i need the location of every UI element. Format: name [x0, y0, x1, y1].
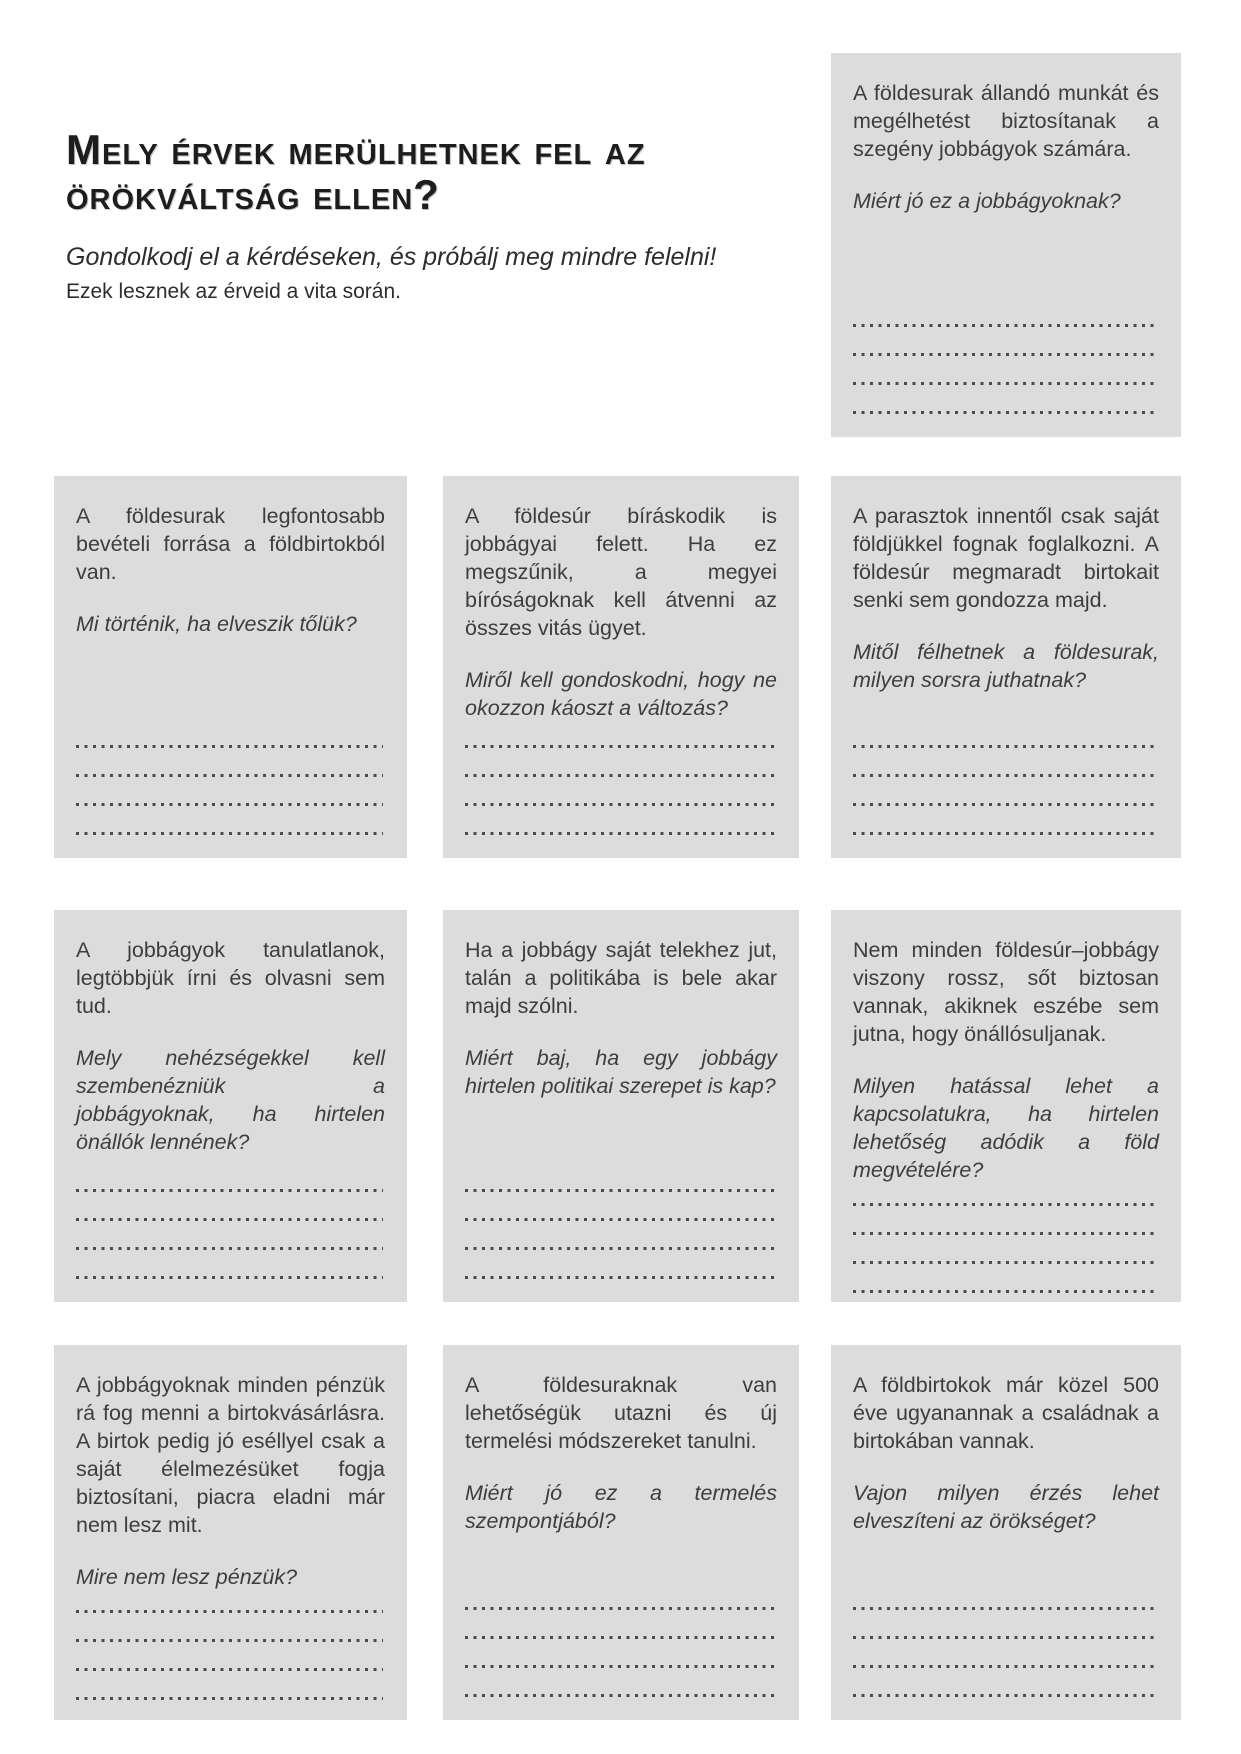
answer-line — [76, 813, 385, 842]
answer-line — [853, 334, 1159, 363]
answer-line — [853, 755, 1159, 784]
card-statement: A földesuraknak van lehetőségük utazni és új termelési módszereket tanulni. — [465, 1373, 777, 1453]
answer-line — [465, 813, 777, 842]
answer-line — [853, 1675, 1159, 1704]
card-question: Mely nehézségekkel kell szembenézniük a jobbágyoknak, ha hirtelen önállók lennének? — [76, 1046, 385, 1154]
answer-line — [465, 1170, 777, 1199]
answer-line — [465, 1675, 777, 1704]
answer-line — [853, 305, 1159, 334]
answer-line — [853, 392, 1159, 421]
answer-line — [465, 1588, 777, 1617]
answer-line — [76, 1678, 385, 1707]
answer-line — [853, 1184, 1159, 1213]
answer-line — [853, 1588, 1159, 1617]
argument-card-row2-col2 — [443, 910, 799, 1302]
page-title-line-2: örökváltság ellen? — [66, 170, 440, 218]
card-question: Mitől félhetnek a földesurak, milyen sorsra juthatnak? — [853, 640, 1159, 692]
answer-lines — [853, 305, 1159, 421]
answer-line — [76, 1199, 385, 1228]
answer-line — [76, 1228, 385, 1257]
card-statement: Ha a jobbágy saját telekhez jut, talán a politikába is bele akar majd szólni. — [465, 938, 777, 1018]
card-statement: A földesurak legfontosabb bevételi forrása a földbirtokból van. — [76, 504, 385, 584]
page-title — [66, 128, 776, 218]
answer-lines — [853, 1588, 1159, 1704]
answer-lines — [853, 1184, 1159, 1300]
answer-line — [853, 363, 1159, 392]
answer-lines — [465, 1588, 777, 1704]
card-statement: A földbirtokok már közel 500 éve ugyanannak a családnak a birtokában vannak. — [853, 1373, 1159, 1453]
card-statement: A jobbágyok tanulatlanok, legtöbbjük írni és olvasni sem tud. — [76, 938, 385, 1018]
card-question: Mi történik, ha elveszik tőlük? — [76, 612, 357, 636]
answer-lines — [76, 726, 385, 842]
answer-lines — [465, 1170, 777, 1286]
answer-line — [465, 755, 777, 784]
argument-card-row3-col3 — [831, 1345, 1181, 1720]
header — [66, 128, 776, 304]
answer-line — [465, 726, 777, 755]
card-question: Miről kell gondoskodni, hogy ne okozzon káoszt a változás? — [465, 668, 777, 720]
answer-line — [76, 1591, 385, 1620]
answer-line — [76, 1620, 385, 1649]
card-question: Vajon milyen érzés lehet elveszíteni az örökséget? — [853, 1481, 1159, 1533]
answer-line — [465, 1646, 777, 1675]
card-question: Milyen hatással lehet a kapcsolatukra, ha hirtelen lehetőség adódik a föld megvételére? — [853, 1074, 1159, 1182]
answer-line — [76, 1257, 385, 1286]
answer-line — [853, 1617, 1159, 1646]
instruction-note: Ezek lesznek az érveid a vita során. — [66, 279, 401, 303]
card-statement: A földesúr bíráskodik is jobbágyai felett. Ha ez megszűnik, a megyei bíróságoknak kell átvenni az összes vitás ügyet. — [465, 504, 777, 640]
answer-line — [465, 1257, 777, 1286]
card-question: Miért baj, ha egy jobbágy hirtelen politikai szerepet is kap? — [465, 1046, 777, 1098]
card-statement: Nem minden földesúr–jobbágy viszony rossz, sőt biztosan vannak, akiknek eszébe sem jutna, hogy önállósuljanak. — [853, 938, 1159, 1046]
page-title-line-1: Mely érvek merülhetnek fel az — [66, 126, 646, 173]
answer-line — [465, 1228, 777, 1257]
answer-line — [76, 1649, 385, 1678]
answer-line — [76, 1170, 385, 1199]
answer-line — [76, 755, 385, 784]
answer-line — [853, 1646, 1159, 1675]
card-question: Mire nem lesz pénzük? — [76, 1565, 298, 1589]
argument-card-row1-col1 — [54, 476, 407, 858]
card-statement: A parasztok innentől csak saját földjükkel fognak foglalkozni. A földesúr megmaradt birtokait senki sem gondozza majd. — [853, 504, 1159, 612]
argument-card-row2-col3 — [831, 910, 1181, 1302]
answer-line — [465, 1617, 777, 1646]
argument-card-intro — [831, 53, 1181, 437]
answer-line — [76, 784, 385, 813]
answer-line — [853, 1213, 1159, 1242]
argument-card-row1-col2 — [443, 476, 799, 858]
card-question: Miért jó ez a termelés szempontjából? — [465, 1481, 777, 1533]
answer-lines — [76, 1591, 385, 1707]
argument-card-row1-col3 — [831, 476, 1181, 858]
answer-line — [76, 726, 385, 755]
answer-lines — [465, 726, 777, 842]
answer-line — [853, 784, 1159, 813]
argument-card-row2-col1 — [54, 910, 407, 1302]
answer-line — [853, 1271, 1159, 1300]
card-statement: A földesurak állandó munkát és megélhetést biztosítanak a szegény jobbágyok számára. — [853, 81, 1159, 161]
card-question: Miért jó ez a jobbágyoknak? — [853, 189, 1121, 213]
answer-line — [465, 784, 777, 813]
argument-card-row3-col1 — [54, 1345, 407, 1720]
card-statement: A jobbágyoknak minden pénzük rá fog menni a birtokvásárlásra. A birtok pedig jó eséllyel csak a saját élelmezésüket fogja biztosítani, piacra eladni már nem lesz mit. — [76, 1373, 385, 1537]
answer-line — [465, 1199, 777, 1228]
answer-line — [853, 1242, 1159, 1271]
instruction-subtitle: Gondolkodj el a kérdéseken, és próbálj meg mindre felelni! — [66, 242, 717, 271]
answer-lines — [853, 726, 1159, 842]
answer-lines — [76, 1170, 385, 1286]
argument-card-row3-col2 — [443, 1345, 799, 1720]
answer-line — [853, 726, 1159, 755]
answer-line — [853, 813, 1159, 842]
